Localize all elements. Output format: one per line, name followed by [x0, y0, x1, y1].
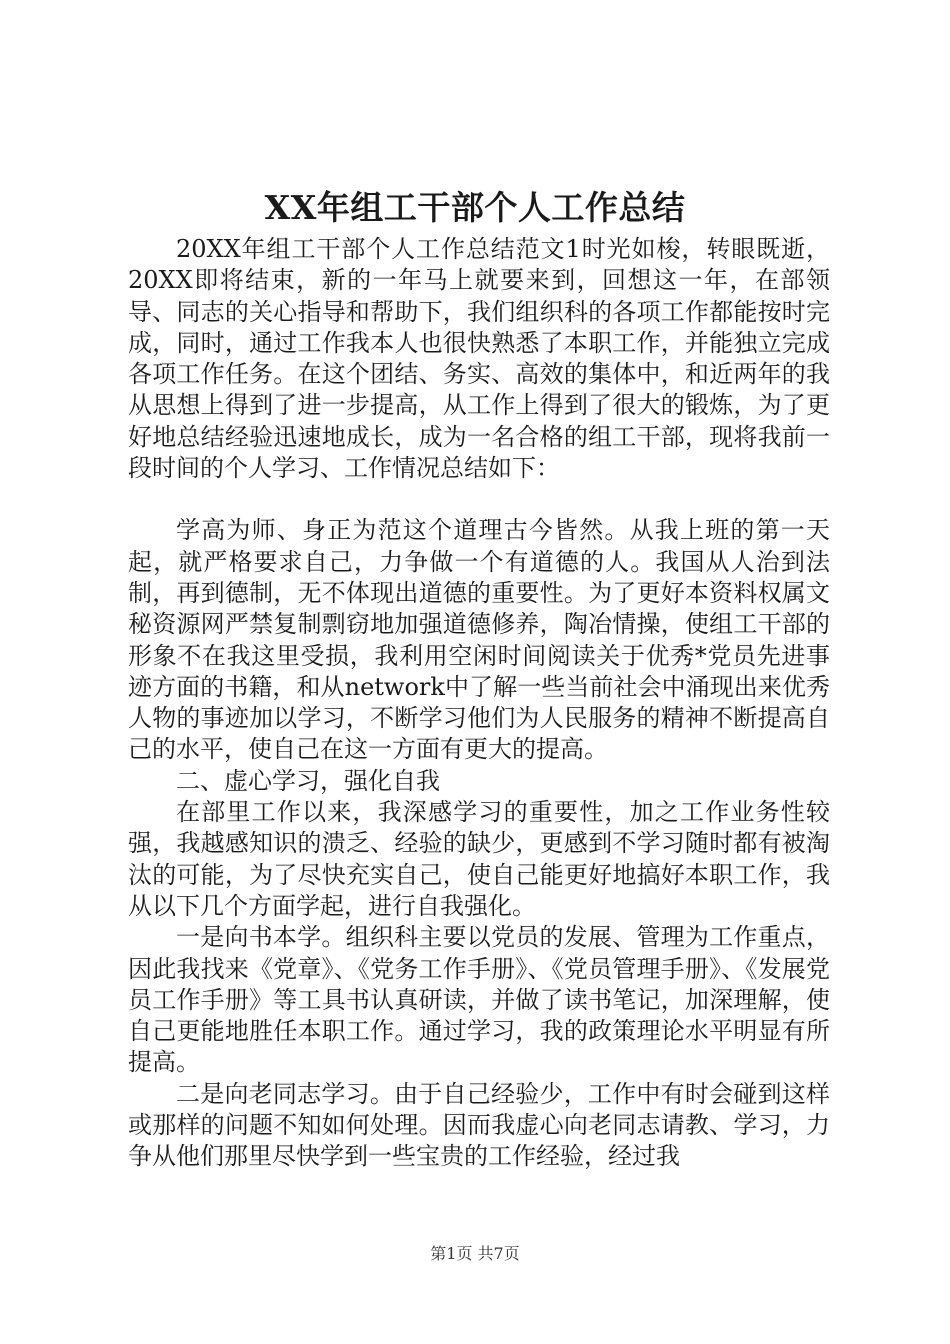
- section-heading-study: 二、虚心学习，强化自我: [176, 766, 440, 795]
- page-footer: 第1页 共7页: [430, 1244, 520, 1263]
- paragraph-morality: 学高为师、身正为范这个道理古今皆然。从我上班的第一天起，就严格要求自己，力争做一个有道德的人。我国从人治到法制，再到德制，无不体现出道德的重要性。为了更好本资料权属文秘资源网严禁复制剽窃地加强道德修养，陶冶情操，使组工干部的形象不在我这里受损，我利用空闲时间阅读关于优秀*党员先进事迹方面的书籍，和从network中了解一些当前社会中涌现出来优秀人物的事迹加以学习，不断学习他们为人民服务的精神不断提高自己的水平，使自己在这一方面有更大的提高。: [128, 516, 830, 764]
- paragraph-learn-from-colleagues: 二是向老同志学习。由于自己经验少，工作中有时会碰到这样或那样的问题不知如何处理。因而我虚心向老同志请教、学习，力争从他们那里尽快学到一些宝贵的工作经验，经过我: [128, 1079, 830, 1171]
- paragraph-study-importance: 在部里工作以来，我深感学习的重要性，加之工作业务性较强，我越感知识的溃乏、经验的缺少，更感到不学习随时都有被淘汰的可能，为了尽快充实自己，使自己能更好地搞好本职工作，我从以下几个方面学起，进行自我强化。: [128, 798, 830, 920]
- document-title: XX年组工干部个人工作总结: [264, 188, 686, 227]
- paragraph-intro: 20XX年组工干部个人工作总结范文1时光如梭，转眼既逝，20XX即将结束，新的一年马上就要来到，回想这一年，在部领导、同志的关心指导和帮助下，我们组织科的各项工作都能按时完成，同时，通过工作我本人也很快熟悉了本职工作，并能独立完成各项工作任务。在这个团结、务实、高效的集体中，和近两年的我从思想上得到了进一步提高，从工作上得到了很大的锻炼，为了更好地总结经验迅速地成长，成为一名合格的组工干部，现将我前一段时间的个人学习、工作情况总结如下：: [128, 235, 830, 483]
- document-body: [128, 234, 830, 1173]
- paragraph-learn-from-books: 一是向书本学。组织科主要以党员的发展、管理为工作重点，因此我找来《党章》、《党务工作手册》、《党员管理手册》、《发展党员工作手册》等工具书认真研读，并做了读书笔记，加深理解，使自己更能地胜任本职工作。通过学习，我的政策理论水平明显有所提高。: [128, 923, 830, 1077]
